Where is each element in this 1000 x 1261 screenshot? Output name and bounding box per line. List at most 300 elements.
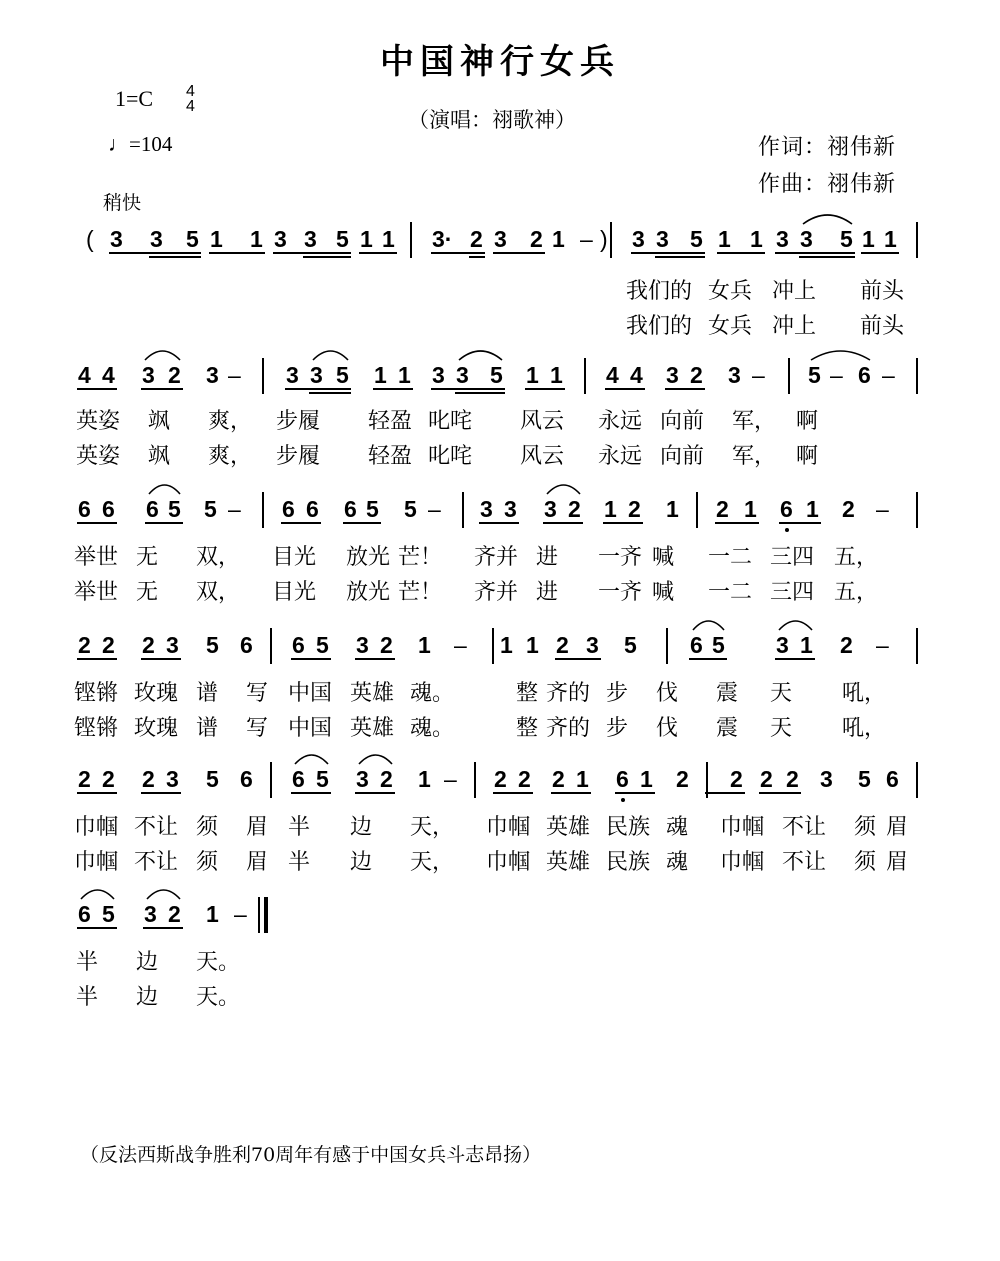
barline [474, 762, 476, 798]
note: 4 [78, 362, 91, 388]
lyric-verse-2: 半 [76, 985, 99, 1010]
beam-underline [143, 927, 183, 929]
lyric-verse-1: 天 [770, 681, 793, 706]
note: 1 [418, 632, 431, 658]
lyric-verse-1: 边 [136, 950, 159, 975]
beam-underline [631, 252, 705, 254]
beam-underline [431, 252, 485, 254]
beam-underline [209, 252, 265, 254]
singer-credit: （演唱：祤歌神） [408, 108, 576, 132]
note: 2 [716, 496, 729, 522]
note: 5 [206, 766, 219, 792]
beam-underline [141, 792, 181, 794]
slur [81, 890, 114, 899]
final-barline-thin [258, 897, 260, 933]
barline [916, 492, 918, 528]
note: 3 [274, 226, 287, 252]
note: 1 [604, 496, 617, 522]
note: 1 [806, 496, 819, 522]
note: 2 [556, 632, 569, 658]
slur [779, 621, 812, 630]
lyric-verse-2: 伐 [656, 716, 679, 741]
lyric-verse-2: 举世 [74, 580, 119, 605]
beam-underline [285, 388, 351, 390]
note: 5 [102, 901, 115, 927]
lyric-verse-2: 魂 [666, 850, 689, 875]
lyric-verse-1: 巾帼 [74, 815, 119, 840]
lyric-verse-2: 谱 [196, 716, 219, 741]
beam-underline [525, 388, 565, 390]
octave-dot [621, 798, 625, 802]
lyric-verse-1: 伐 [656, 681, 679, 706]
note: 2 [78, 632, 91, 658]
note: 6 [240, 632, 253, 658]
note: 2 [78, 766, 91, 792]
beam-underline [715, 522, 759, 524]
note: 3 [800, 226, 813, 252]
barline [916, 222, 918, 258]
lyric-verse-2: 眉 [246, 850, 269, 875]
lyric-verse-2: 不让 [782, 850, 827, 875]
lyric-verse-1: 飒 [148, 409, 171, 434]
lyric-verse-2: 英姿 [76, 444, 121, 469]
time-signature [186, 84, 195, 114]
note: 6 [344, 496, 357, 522]
lyric-verse-2: 一二 [708, 580, 753, 605]
note: 2 [628, 496, 641, 522]
note: 5 [840, 226, 853, 252]
note: 2 [380, 766, 393, 792]
note: 5 [366, 496, 379, 522]
note: 3 [206, 362, 219, 388]
lyric-verse-1: 中国 [288, 681, 333, 706]
note: 5 [690, 226, 703, 252]
page-title: 中国神行女兵 [380, 42, 620, 82]
note: 3 [586, 632, 599, 658]
note: 6 [306, 496, 319, 522]
lyric-verse-2: 边 [350, 850, 373, 875]
lyric-verse-1: 天。 [196, 950, 241, 975]
lyric-verse-1: 须 [196, 815, 219, 840]
beam-underline [141, 658, 181, 660]
note: 5 [316, 632, 329, 658]
barline [262, 358, 264, 394]
lyric-verse-1: 啊 [796, 409, 819, 434]
beam-underline [149, 256, 201, 258]
slur [145, 351, 180, 360]
barline [270, 628, 272, 664]
note: 3 [632, 226, 645, 252]
note: 3 [820, 766, 833, 792]
beam-underline [431, 388, 505, 390]
lyric-verse-1: 吼， [842, 681, 887, 706]
beam-underline [77, 792, 117, 794]
lyric-verse-1: 巾帼 [486, 815, 531, 840]
lyric-verse-2: 写 [246, 716, 269, 741]
lyric-verse-2: 边 [136, 985, 159, 1010]
lyric-verse-1: 双， [196, 545, 241, 570]
note: 1 [250, 226, 263, 252]
note: 5 [404, 496, 417, 522]
note: 5 [712, 632, 725, 658]
lyric-verse-2: 女兵 [708, 314, 753, 339]
lyric-verse-1: 喊 [652, 545, 675, 570]
expression-marking: 稍快 [103, 192, 142, 214]
lyric-verse-1: 步履 [276, 409, 321, 434]
barline [270, 762, 272, 798]
beam-underline [665, 388, 705, 390]
barline [584, 358, 586, 394]
note: 6 [780, 496, 793, 522]
slur [313, 351, 348, 360]
lyric-verse-1: 一齐 [598, 545, 643, 570]
note: 6 [78, 496, 91, 522]
lyric-verse-1: 爽， [208, 409, 253, 434]
slur [547, 485, 580, 494]
lyric-verse-2: 向前 [660, 444, 705, 469]
footnote: （反法西斯战争胜利70周年有感于中国女兵斗志昂扬） [80, 1144, 542, 1166]
barline [410, 222, 412, 258]
composer-credit: 作曲：祤伟新 [758, 172, 897, 197]
hold-dash: – [876, 496, 889, 522]
note: 3 [776, 632, 789, 658]
note: 1 [206, 901, 219, 927]
lyric-verse-1: 魂 [666, 815, 689, 840]
note: 1 [398, 362, 411, 388]
note: 2 [530, 226, 543, 252]
lyric-verse-1: 齐的 [546, 681, 591, 706]
note: 6 [886, 766, 899, 792]
lyric-verse-1: 叱咤 [428, 409, 473, 434]
beam-underline [77, 927, 117, 929]
lyric-verse-1: 冲上 [772, 279, 817, 304]
note: 2 [760, 766, 773, 792]
lyric-verse-2: 整 [516, 716, 539, 741]
lyric-verse-2: 玫瑰 [134, 716, 179, 741]
beam-underline [615, 792, 655, 794]
hold-dash: – [228, 496, 241, 522]
note: 1 [666, 496, 679, 522]
lyric-verse-2: 一齐 [598, 580, 643, 605]
lyric-verse-1: 玫瑰 [134, 681, 179, 706]
lyric-verse-1: 铿锵 [74, 681, 119, 706]
beam-underline [145, 522, 183, 524]
lyric-verse-2: 永远 [598, 444, 643, 469]
note: 5 [206, 632, 219, 658]
lyric-verse-2: 啊 [796, 444, 819, 469]
hold-dash: – [428, 496, 441, 522]
lyric-verse-2: 芒！ [398, 580, 443, 605]
tempo-marking: ♩=104 [108, 132, 173, 156]
beam-underline [373, 388, 413, 390]
lyric-verse-2: 五， [834, 580, 879, 605]
lyric-verse-1: 永远 [598, 409, 643, 434]
lyric-verse-2: 齐并 [474, 580, 519, 605]
lyricist-credit: 作词：祤伟新 [758, 135, 897, 160]
slur [149, 485, 180, 494]
lyric-verse-1: 震 [716, 681, 739, 706]
note: 3 [356, 632, 369, 658]
lyric-verse-1: 魂。 [410, 681, 455, 706]
lyric-verse-2: 三四 [770, 580, 815, 605]
beam-underline [705, 792, 745, 794]
lyric-verse-2: 无 [136, 580, 159, 605]
note: 6 [292, 632, 305, 658]
beam-underline [861, 252, 899, 254]
lyric-verse-1: 一二 [708, 545, 753, 570]
barline [916, 762, 918, 798]
lyric-verse-2: 吼， [842, 716, 887, 741]
note: 6 [282, 496, 295, 522]
lyric-verse-2: 须 [854, 850, 877, 875]
lyric-verse-2: 天 [770, 716, 793, 741]
note: 2 [552, 766, 565, 792]
lyric-verse-2: 齐的 [546, 716, 591, 741]
beam-underline [493, 252, 545, 254]
note: 1 [800, 632, 813, 658]
note: 2 [568, 496, 581, 522]
note: 3 [304, 226, 317, 252]
lyric-verse-1: 眉 [886, 815, 909, 840]
note: 3 [656, 226, 669, 252]
note: 3 [456, 362, 469, 388]
note: 2 [842, 496, 855, 522]
beam-underline [689, 658, 727, 660]
note: 3 [150, 226, 163, 252]
lyric-verse-1: 巾帼 [720, 815, 765, 840]
note: 2 [690, 362, 703, 388]
lyric-verse-1: 我们的 [626, 279, 693, 304]
lyric-verse-2: 轻盈 [368, 444, 413, 469]
note: 3 [144, 901, 157, 927]
lyric-verse-1: 轻盈 [368, 409, 413, 434]
note: 1 [374, 362, 387, 388]
note: 2 [380, 632, 393, 658]
lyric-verse-2: 叱咤 [428, 444, 473, 469]
note: 1 [552, 226, 565, 252]
lyric-verse-1: 放光 [346, 545, 391, 570]
note: 6 [690, 632, 703, 658]
note: 4 [102, 362, 115, 388]
note: 6 [102, 496, 115, 522]
final-barline [264, 897, 268, 933]
note: 6 [616, 766, 629, 792]
note: 6 [292, 766, 305, 792]
note: 1 [718, 226, 731, 252]
repeat-paren: ( [86, 226, 94, 252]
beam-underline [109, 252, 201, 254]
beam-underline [309, 392, 351, 394]
note: 1 [884, 226, 897, 252]
beam-underline [551, 792, 591, 794]
beam-underline [603, 522, 643, 524]
lyric-verse-2: 目光 [272, 580, 317, 605]
note: 3 [110, 226, 123, 252]
barline [916, 358, 918, 394]
beam-underline [717, 252, 765, 254]
note: 5 [316, 766, 329, 792]
barline [916, 628, 918, 664]
note: 2 [102, 632, 115, 658]
note: 2 [518, 766, 531, 792]
barline [492, 628, 494, 664]
repeat-paren: ) [600, 226, 608, 252]
beam-underline [555, 658, 601, 660]
lyric-verse-1: 英雄 [546, 815, 591, 840]
beam-underline [281, 522, 321, 524]
note: 1 [640, 766, 653, 792]
beam-underline [77, 658, 117, 660]
meter-top: 4 [186, 83, 195, 100]
note: 4 [630, 362, 643, 388]
lyric-verse-2: 震 [716, 716, 739, 741]
note: 6 [240, 766, 253, 792]
note: 5 [490, 362, 503, 388]
slur [459, 351, 502, 360]
note: 3 [666, 362, 679, 388]
lyric-verse-2: 进 [536, 580, 559, 605]
note: 3 [776, 226, 789, 252]
note: 5 [336, 226, 349, 252]
lyric-verse-1: 边 [350, 815, 373, 840]
barline [610, 222, 612, 258]
note: 2 [168, 362, 181, 388]
note: 3 [356, 766, 369, 792]
lyric-verse-1: 军， [732, 409, 777, 434]
lyric-verse-1: 无 [136, 545, 159, 570]
note: 2 [142, 766, 155, 792]
lyric-verse-1: 齐并 [474, 545, 519, 570]
note: 2 [102, 766, 115, 792]
lyric-verse-1: 向前 [660, 409, 705, 434]
beam-underline [759, 792, 801, 794]
beam-underline [303, 256, 351, 258]
slur [295, 755, 328, 764]
note: 1 [418, 766, 431, 792]
beam-underline [605, 388, 645, 390]
note: 3 [432, 362, 445, 388]
note: 5 [624, 632, 637, 658]
note: 5 [808, 362, 821, 388]
note: 3 [166, 632, 179, 658]
beam-underline [655, 256, 705, 258]
lyric-verse-1: 芒！ [398, 545, 443, 570]
lyric-verse-1: 三四 [770, 545, 815, 570]
hold-dash: – [830, 362, 843, 388]
beam-underline [775, 252, 855, 254]
lyric-verse-2: 双， [196, 580, 241, 605]
note: 2 [168, 901, 181, 927]
beam-underline [543, 522, 583, 524]
slur [359, 755, 392, 764]
note: 3 [544, 496, 557, 522]
lyric-verse-1: 半 [288, 815, 311, 840]
lyric-verse-2: 眉 [886, 850, 909, 875]
lyric-verse-1: 民族 [606, 815, 651, 840]
lyric-verse-2: 放光 [346, 580, 391, 605]
beam-underline [273, 252, 351, 254]
note: 2 [786, 766, 799, 792]
hold-dash: – [454, 632, 467, 658]
beam-underline [77, 522, 117, 524]
hold-dash: – [580, 226, 593, 252]
hold-dash: – [444, 766, 457, 792]
slur [147, 890, 180, 899]
beam-underline [469, 256, 485, 258]
lyric-verse-2: 须 [196, 850, 219, 875]
lyric-verse-1: 英姿 [76, 409, 121, 434]
slur [803, 215, 852, 224]
note: 1 [500, 632, 513, 658]
beam-underline [455, 392, 505, 394]
hold-dash: – [228, 362, 241, 388]
lyric-verse-2: 英雄 [546, 850, 591, 875]
slur [811, 351, 870, 360]
note: 3 [494, 226, 507, 252]
lyric-verse-2: 巾帼 [720, 850, 765, 875]
note: 3· [432, 226, 453, 252]
beam-underline [493, 792, 533, 794]
note: 6 [858, 362, 871, 388]
lyric-verse-2: 英雄 [350, 716, 395, 741]
note: 6 [146, 496, 159, 522]
beam-underline [359, 252, 397, 254]
note: 5 [336, 362, 349, 388]
slur [693, 621, 724, 630]
beam-underline [355, 658, 395, 660]
lyric-verse-2: 前头 [860, 314, 905, 339]
hold-dash: – [882, 362, 895, 388]
lyric-verse-1: 进 [536, 545, 559, 570]
lyric-verse-1: 半 [76, 950, 99, 975]
note: 1 [526, 362, 539, 388]
lyric-verse-1: 整 [516, 681, 539, 706]
note: 1 [576, 766, 589, 792]
octave-dot [785, 528, 789, 532]
note: 5 [168, 496, 181, 522]
lyric-verse-2: 冲上 [772, 314, 817, 339]
beam-underline [799, 256, 855, 258]
lyric-verse-1: 不让 [134, 815, 179, 840]
note: 1 [550, 362, 563, 388]
lyric-verse-1: 风云 [520, 409, 565, 434]
lyric-verse-2: 巾帼 [486, 850, 531, 875]
barline [666, 628, 668, 664]
barline [462, 492, 464, 528]
lyric-verse-1: 不让 [782, 815, 827, 840]
lyric-verse-2: 中国 [288, 716, 333, 741]
lyric-verse-1: 目光 [272, 545, 317, 570]
beam-underline [77, 388, 117, 390]
barline [788, 358, 790, 394]
lyric-verse-2: 巾帼 [74, 850, 119, 875]
lyric-verse-2: 爽， [208, 444, 253, 469]
note: 3 [504, 496, 517, 522]
note: 1 [744, 496, 757, 522]
lyric-verse-1: 谱 [196, 681, 219, 706]
lyric-verse-1: 写 [246, 681, 269, 706]
hold-dash: – [234, 901, 247, 927]
note: 2 [676, 766, 689, 792]
lyric-verse-1: 五， [834, 545, 879, 570]
lyric-verse-2: 铿锵 [74, 716, 119, 741]
lyric-verse-2: 风云 [520, 444, 565, 469]
note: 3 [310, 362, 323, 388]
lyric-verse-1: 须 [854, 815, 877, 840]
key-signature: 1=C [115, 86, 154, 111]
lyric-verse-2: 民族 [606, 850, 651, 875]
note: 3 [142, 362, 155, 388]
